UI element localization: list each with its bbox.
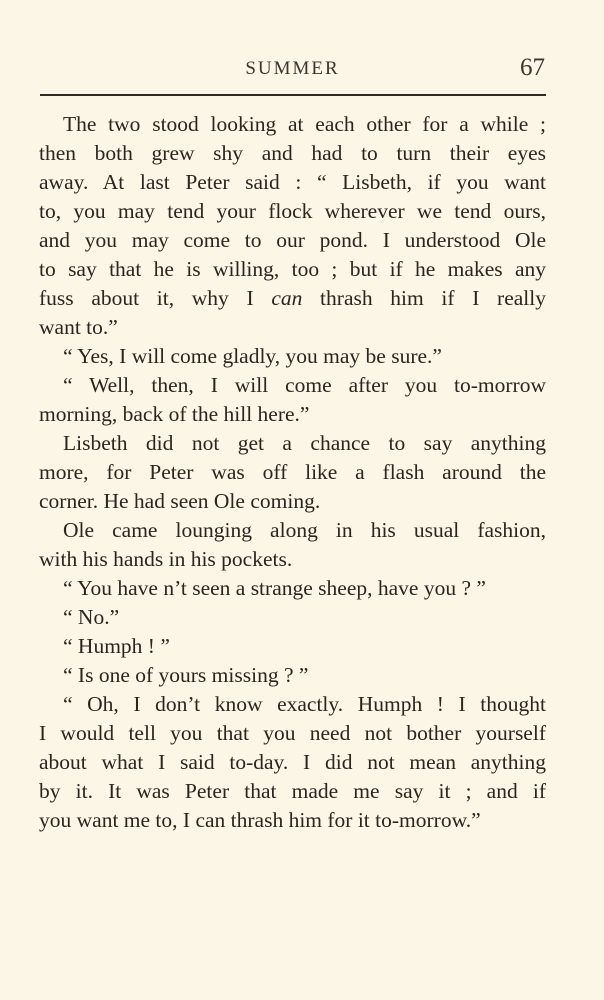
text-line: by it. It was Peter that made me say it ; and if (39, 779, 546, 803)
text-line: to say that he is willing, too ; but if he makes any (39, 257, 546, 281)
text-line: and you may come to our pond. I understood Ole (39, 228, 546, 252)
text-line: with his hands in his pockets. (39, 547, 293, 571)
text-line: I would tell you that you need not bother yourself (39, 721, 546, 745)
text-span: fuss about it, why I (39, 286, 272, 310)
text-line: you want me to, I can thrash him for it to-morrow.” (39, 808, 481, 832)
text-line: then both grew shy and had to turn their eyes (39, 141, 546, 165)
text-line: “ Yes, I will come gladly, you may be sure.” (63, 344, 442, 368)
text-line: Ole came lounging along in his usual fashion, (63, 518, 546, 542)
text-line: want to.” (39, 315, 118, 339)
text-line: corner. He had seen Ole coming. (39, 489, 321, 513)
text-line: to, you may tend your flock wherever we tend ours, (39, 199, 546, 223)
text-line (39, 284, 546, 313)
running-title: SUMMER (245, 58, 340, 79)
text-line: “ No.” (63, 605, 120, 629)
header-rule (40, 94, 546, 96)
emphasis-word: can (271, 286, 303, 310)
body-text (39, 110, 546, 835)
text-line: morning, back of the hill here.” (39, 402, 310, 426)
text-line: “ Is one of yours missing ? ” (63, 663, 309, 687)
text-line: The two stood looking at each other for a while ; (63, 112, 546, 136)
text-line: “ You have n’t seen a strange sheep, have you ? ” (63, 576, 486, 600)
text-line: more, for Peter was off like a flash around the (39, 460, 546, 484)
text-line: away. At last Peter said : “ Lisbeth, if you want (39, 170, 546, 194)
page-number: 67 (520, 54, 545, 81)
text-span: thrash him if I really (302, 286, 546, 310)
page-header (40, 50, 545, 84)
text-line: about what I said to-day. I did not mean anything (39, 750, 546, 774)
text-line: Lisbeth did not get a chance to say anything (63, 431, 546, 455)
text-line: “ Humph ! ” (63, 634, 170, 658)
text-line: “ Oh, I don’t know exactly. Humph ! I thought (63, 692, 546, 716)
text-line: “ Well, then, I will come after you to-morrow (63, 373, 546, 397)
